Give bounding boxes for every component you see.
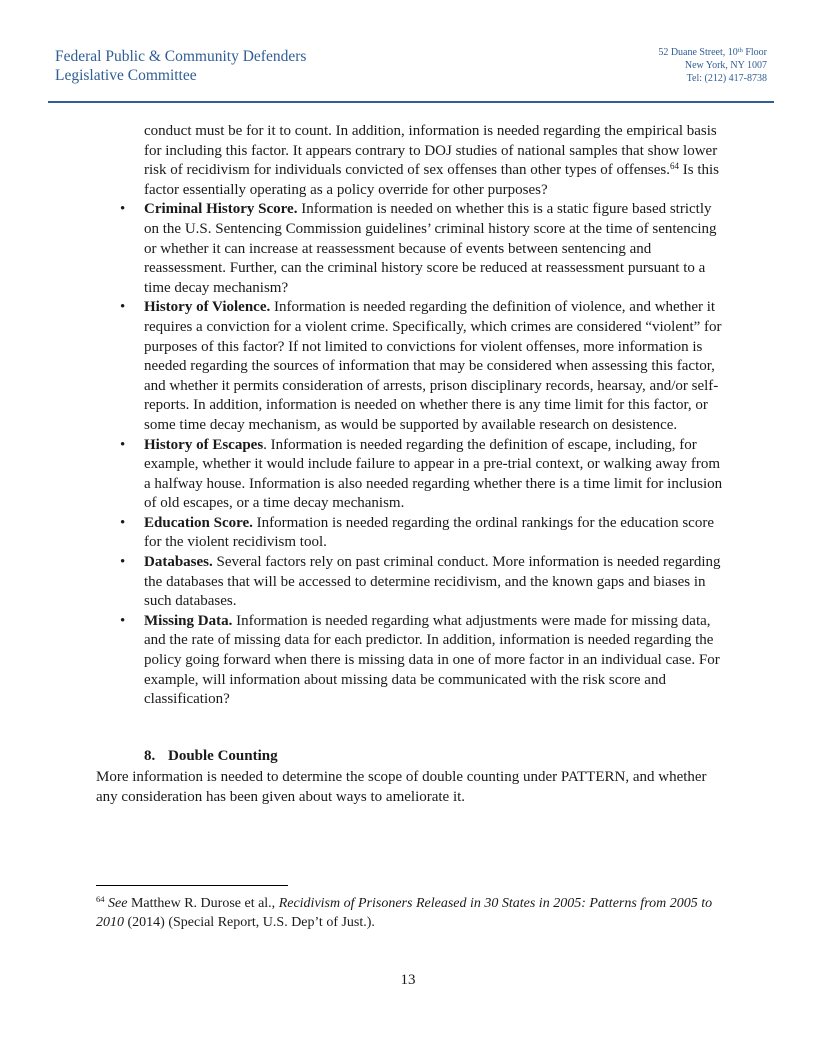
letterhead-organization bbox=[55, 47, 306, 85]
footnote-reference[interactable]: 64 bbox=[670, 161, 679, 172]
address-street-text: 52 Duane Street, 10 bbox=[658, 47, 738, 58]
address-city: New York, NY 1007 bbox=[684, 60, 767, 71]
bullet-icon: • bbox=[120, 201, 126, 218]
list-item-term: Criminal History Score. bbox=[144, 201, 298, 218]
address-street-floor: Floor bbox=[742, 47, 767, 58]
list-item-history-of-escapes bbox=[120, 436, 724, 514]
bullet-icon: • bbox=[120, 554, 126, 571]
letterhead-address bbox=[658, 46, 767, 85]
page-number: 13 bbox=[400, 972, 416, 988]
list-item-text: Several factors rely on past criminal conduct. More information is needed regarding the databases that will be accessed to determine recidivism, and the known gaps and biases in such databases. bbox=[144, 554, 721, 610]
section-heading bbox=[144, 748, 278, 765]
address-telephone: Tel: (212) 417-8738 bbox=[686, 73, 767, 84]
header-divider bbox=[48, 101, 774, 103]
bullet-icon: • bbox=[120, 299, 126, 316]
address-street bbox=[658, 46, 767, 59]
bullet-icon: • bbox=[120, 612, 126, 629]
list-item-text: Information is needed regarding the ordinal rankings for the education score for the violent recidivism tool. bbox=[144, 514, 714, 551]
footnote bbox=[96, 894, 726, 932]
list-item-term: Databases. bbox=[144, 554, 213, 571]
address-street-ordinal: th bbox=[737, 47, 743, 54]
list-item-criminal-history bbox=[120, 200, 724, 298]
footnote-signal: See bbox=[108, 896, 128, 911]
list-item-term: Education Score. bbox=[144, 514, 253, 531]
footnote-author: Matthew R. Durose et al., bbox=[127, 896, 279, 911]
list-item-term: History of Violence. bbox=[144, 299, 271, 316]
intro-paragraph bbox=[144, 122, 724, 200]
intro-question: Is this factor essentially operating as a policy override for other purposes? bbox=[144, 162, 720, 198]
bullet-icon: • bbox=[120, 514, 126, 531]
document-body bbox=[120, 122, 724, 710]
list-item-text: Information is needed regarding the definition of violence, and whether it requires a conviction for a violent crime. Specifically, which crimes are considered “violent” for purposes of this factor? If not limited to convictions for violent offenses, more information is needed regarding the sources of information that may be considered when assessing this factor, and whether it permits consideration of arrests, prison disciplinary records, hearsay, and/or self-reports. In addition, information is needed on whether there is any time limit for this factor, or some time decay mechanism, as would be supported by available research on desistence. bbox=[144, 299, 722, 433]
list-item-missing-data bbox=[120, 612, 724, 710]
footnote-title: Recidivism of Prisoners Released in 30 States in 2005: Patterns from 2005 to 2010 bbox=[96, 896, 713, 930]
section-number: 8. bbox=[144, 748, 156, 764]
factor-list bbox=[120, 200, 724, 709]
section-title: Double Counting bbox=[168, 748, 278, 764]
list-item-education-score bbox=[120, 514, 724, 553]
intro-text: conduct must be for it to count. In addition, information is needed regarding the empirical basis for including this factor. It appears contrary to DOJ studies of national samples that show lower risk of recidivism for individuals convicted of sex offenses than other types of offenses. bbox=[144, 123, 718, 179]
footnote-divider bbox=[96, 885, 288, 886]
bullet-icon: • bbox=[120, 436, 126, 453]
list-item-text: Information is needed regarding what adjustments were made for missing data, and the rate of missing data for each predictor. In addition, information is needed regarding the policy going forward when there is missing data in one of more factor in an individual case. For example, will information about missing data be communicated with the risk score and classification? bbox=[144, 612, 720, 708]
list-item-text: Information is needed on whether this is a static figure based strictly on the U.S. Sentencing Commission guidelines’ criminal history score at the time of sentencing or whether it can increase at reassessment because of events between sentencing and reassessment. Further, can the criminal history score be reduced at reassessment pursuant to a time decay mechanism? bbox=[144, 201, 717, 296]
list-item-term: History of Escapes bbox=[144, 436, 264, 453]
committee-name: Legislative Committee bbox=[55, 67, 197, 84]
list-item-term: Missing Data. bbox=[144, 612, 233, 629]
list-item-history-of-violence bbox=[120, 298, 724, 435]
footnote-number: 64 bbox=[96, 894, 105, 904]
list-item-text: . Information is needed regarding the definition of escape, including, for example, whether it would include failure to appear in a pre-trial context, or walking away from a halfway house. Information is also needed regarding whether there is a time limit for inclusion of old escapes, or a time decay mechanism. bbox=[144, 436, 723, 512]
section-paragraph: More information is needed to determine the scope of double counting under PATTERN, and whether any consideration has been given about ways to ameliorate it. bbox=[96, 769, 707, 805]
footnote-citation: (2014) (Special Report, U.S. Dep’t of Just.). bbox=[124, 915, 375, 930]
organization-name: Federal Public & Community Defenders bbox=[55, 48, 307, 65]
list-item-databases bbox=[120, 553, 724, 612]
